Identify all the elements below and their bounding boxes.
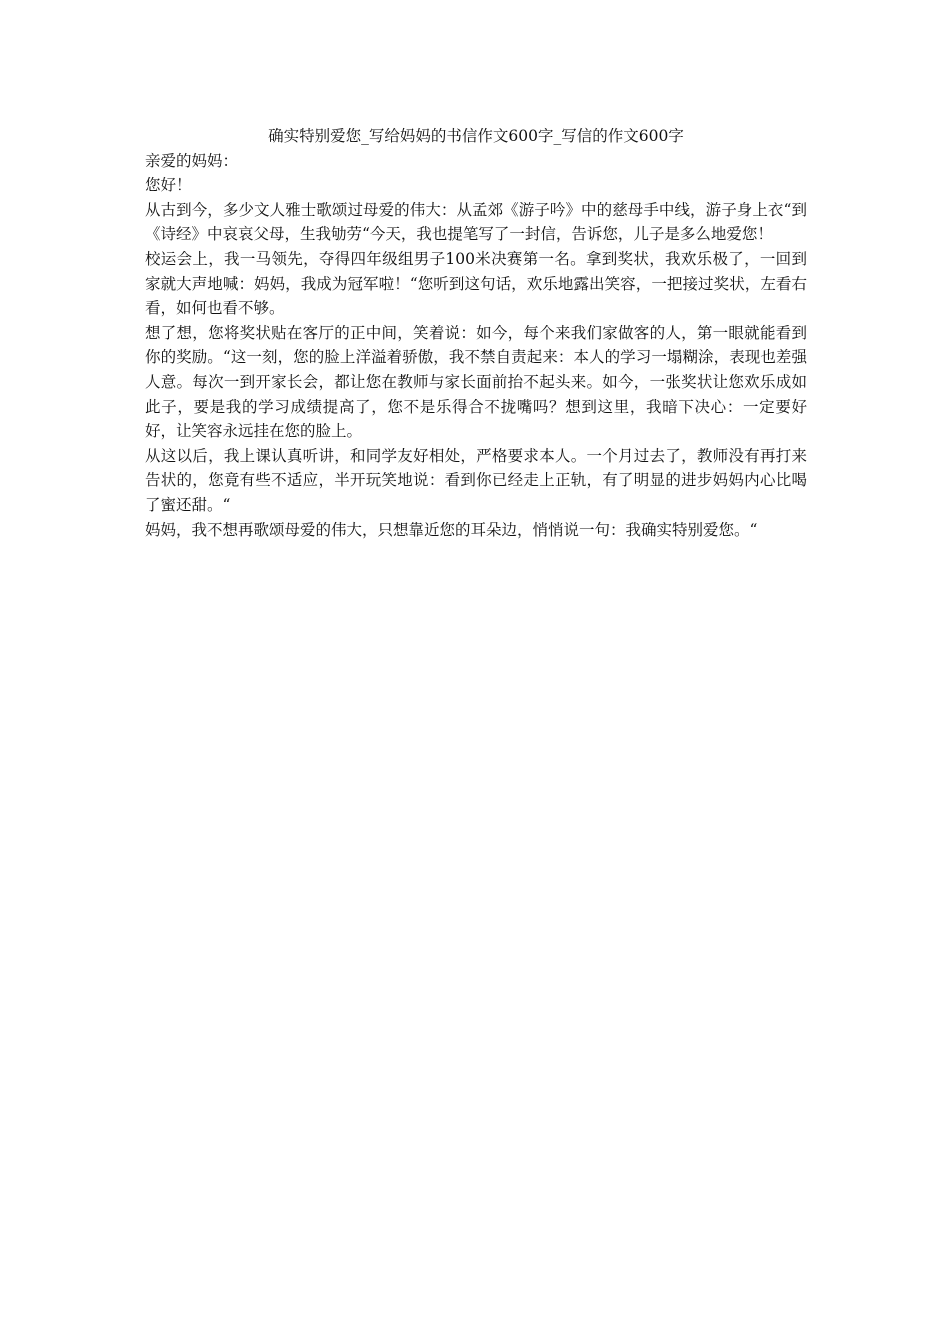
document-body (145, 124, 807, 542)
body-paragraph: 校运会上，我一马领先，夺得四年级组男子100米决赛第一名。拿到奖状，我欢乐极了，一回到家就大声地喊：妈妈，我成为冠军啦！“您听到这句话，欢乐地露出笑容，一把接过奖状，左看右看，如何也看不够。 (145, 249, 807, 318)
salutation: 亲爱的妈妈： (145, 151, 239, 170)
closing-paragraph: 妈妈，我不想再歌颂母爱的伟大，只想靠近您的耳朵边，悄悄说一句：我确实特别爱您。“ (145, 520, 758, 539)
body-paragraph: 从这以后，我上课认真听讲，和同学友好相处，严格要求本人。一个月过去了，教师没有再打来告状的，您竟有些不适应，半开玩笑地说：看到你已经走上正轨，有了明显的进步妈妈内心比喝了蜜还甜。“ (145, 446, 807, 514)
greeting: 您好！ (145, 176, 192, 195)
body-paragraph: 想了想，您将奖状贴在客厅的正中间，笑着说：如今，每个来我们家做客的人，第一眼就能看到你的奖励。“这一刻，您的脸上洋溢着骄傲，我不禁自责起来：本人的学习一塌糊涂，表现也差强人意。每次一到开家长会，都让您在教师与家长面前抬不起头来。如今，一张奖状让您欢乐成如此子，要是我的学习成绩提高了，您不是乐得合不拢嘴吗？想到这里，我暗下决心：一定要好好，让笑容永远挂在您的脸上。 (145, 323, 807, 441)
document-title: 确实特别爱您_写给妈妈的书信作文600字_写信的作文600字 (268, 127, 684, 145)
body-paragraph: 从古到今，多少文人雅士歌颂过母爱的伟大：从孟郊《游子吟》中的慈母手中线，游子身上衣“到《诗经》中哀哀父母，生我劬劳“今天，我也提笔写了一封信，告诉您，儿子是多么地爱您！ (145, 200, 807, 244)
